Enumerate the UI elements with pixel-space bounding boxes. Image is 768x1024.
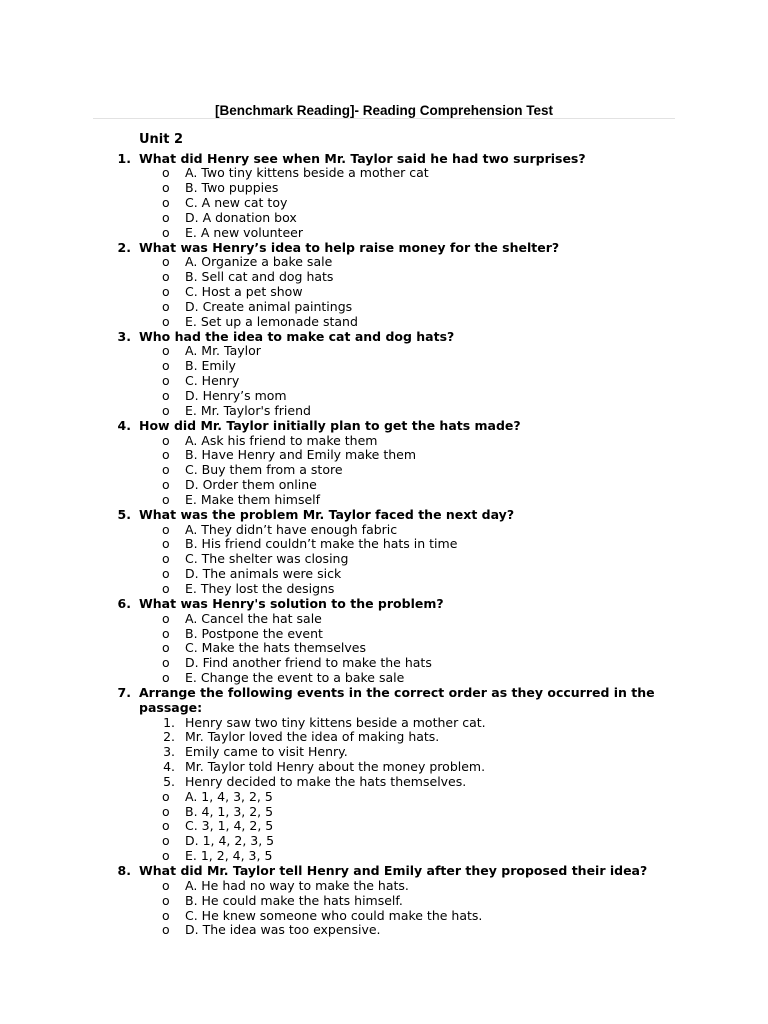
option-text: E. 1, 2, 4, 3, 5 <box>185 848 273 864</box>
bullet-marker: o <box>162 195 170 211</box>
bullet-marker: o <box>162 640 170 656</box>
event-text: Emily came to visit Henry. <box>185 744 348 760</box>
question-number: 4. <box>117 417 131 433</box>
answer-option <box>0 181 768 196</box>
option-text: B. Two puppies <box>185 180 279 196</box>
answer-option <box>0 923 768 938</box>
question-label: What was Henry's solution to the problem? <box>139 595 444 611</box>
answer-option <box>0 894 768 909</box>
question-block <box>0 152 768 241</box>
event-text: Henry decided to make the hats themselves. <box>185 773 467 789</box>
bullet-marker: o <box>162 180 170 196</box>
bullet-marker: o <box>162 892 170 908</box>
bullet-marker: o <box>162 284 170 300</box>
bullet-marker: o <box>162 358 170 374</box>
option-text: E. Mr. Taylor's friend <box>185 402 311 418</box>
bullet-marker: o <box>162 388 170 403</box>
answer-option <box>0 374 768 389</box>
question-block <box>0 508 768 597</box>
answer-option <box>0 537 768 552</box>
option-text: C. Make the hats themselves <box>185 640 366 656</box>
question-text <box>0 330 768 345</box>
event-number: 3. <box>163 744 175 760</box>
option-text: A. Organize a bake sale <box>185 254 333 270</box>
bullet-marker: o <box>162 343 170 359</box>
option-text: B. Emily <box>185 358 236 374</box>
bullet-marker: o <box>162 877 170 893</box>
answer-option <box>0 300 768 315</box>
bullet-marker: o <box>162 580 170 596</box>
bullet-marker: o <box>162 254 170 270</box>
event-text: Mr. Taylor told Henry about the money problem. <box>185 759 486 775</box>
bullet-marker: o <box>162 610 170 626</box>
question-label: What did Mr. Taylor tell Henry and Emily after they proposed their idea? <box>139 863 648 878</box>
option-text: D. Order them online <box>185 477 317 493</box>
bullet-marker: o <box>162 491 170 507</box>
answer-option <box>0 255 768 270</box>
answer-option <box>0 478 768 493</box>
event-item <box>0 775 768 790</box>
option-text: D. 1, 4, 2, 3, 5 <box>185 833 275 849</box>
question-block <box>0 597 768 686</box>
question-label: How did Mr. Taylor initially plan to get the hats made? <box>139 417 521 433</box>
answer-option <box>0 552 768 567</box>
question-text <box>0 152 768 167</box>
question-number: 7. <box>117 684 131 700</box>
option-text: C. A new cat toy <box>185 195 288 211</box>
question-label: Who had the idea to make cat and dog hats? <box>139 328 455 344</box>
question-list <box>0 152 768 939</box>
bullet-marker: o <box>162 833 170 849</box>
option-text: C. Henry <box>185 373 240 389</box>
bullet-marker: o <box>162 803 170 819</box>
option-text: D. Henry’s mom <box>185 388 287 403</box>
question-number: 8. <box>117 863 131 878</box>
question-label: Arrange the following events in the correct order as they occurred in the passage: <box>139 684 655 715</box>
option-text: B. Postpone the event <box>185 625 323 641</box>
question-block <box>0 419 768 508</box>
answer-option <box>0 523 768 538</box>
answer-option <box>0 270 768 285</box>
bullet-marker: o <box>162 269 170 285</box>
answer-option <box>0 404 768 419</box>
option-text: D. Create animal paintings <box>185 298 353 314</box>
event-number: 4. <box>163 759 175 775</box>
answer-option <box>0 641 768 656</box>
unit-heading: Unit 2 <box>139 132 184 147</box>
question-number: 1. <box>117 150 131 166</box>
question-block <box>0 864 768 938</box>
question-text <box>0 241 768 256</box>
question-block <box>0 686 768 864</box>
answer-option <box>0 909 768 924</box>
option-text: D. A donation box <box>185 209 297 225</box>
option-text: D. The idea was too expensive. <box>185 922 381 938</box>
bullet-marker: o <box>162 402 170 418</box>
option-text: B. 4, 1, 3, 2, 5 <box>185 803 274 819</box>
event-number: 2. <box>163 729 175 745</box>
bullet-marker: o <box>162 625 170 641</box>
option-text: A. He had no way to make the hats. <box>185 877 409 893</box>
answer-option <box>0 211 768 226</box>
question-number: 3. <box>117 328 131 344</box>
answer-option <box>0 463 768 478</box>
bullet-marker: o <box>162 922 170 938</box>
answer-option <box>0 834 768 849</box>
answer-option <box>0 389 768 404</box>
bullet-marker: o <box>162 298 170 314</box>
bullet-marker: o <box>162 551 170 567</box>
question-label: What was the problem Mr. Taylor faced the next day? <box>139 506 515 522</box>
option-text: C. Host a pet show <box>185 284 303 300</box>
question-number: 2. <box>117 239 131 255</box>
question-text <box>0 864 768 879</box>
answer-option <box>0 627 768 642</box>
answer-option <box>0 612 768 627</box>
bullet-marker: o <box>162 907 170 923</box>
option-text: D. The animals were sick <box>185 566 342 582</box>
question-number: 5. <box>117 506 131 522</box>
event-text: Mr. Taylor loved the idea of making hats. <box>185 729 440 745</box>
option-text: D. Find another friend to make the hats <box>185 655 432 671</box>
question-text <box>0 419 768 434</box>
question-label: What was Henry’s idea to help raise money for the shelter? <box>139 239 560 255</box>
bullet-marker: o <box>162 670 170 686</box>
event-item <box>0 760 768 775</box>
option-text: C. The shelter was closing <box>185 551 349 567</box>
question-label: What did Henry see when Mr. Taylor said he had two surprises? <box>139 150 586 166</box>
bullet-marker: o <box>162 566 170 582</box>
answer-option <box>0 849 768 864</box>
bullet-marker: o <box>162 447 170 463</box>
question-text <box>0 508 768 523</box>
bullet-marker: o <box>162 165 170 181</box>
event-number: 5. <box>163 773 175 789</box>
question-number: 6. <box>117 595 131 611</box>
answer-option <box>0 196 768 211</box>
answer-option <box>0 166 768 181</box>
option-text: E. Make them himself <box>185 491 321 507</box>
answer-option <box>0 819 768 834</box>
document-title: [Benchmark Reading]- Reading Comprehension Test <box>214 103 554 118</box>
bullet-marker: o <box>162 209 170 225</box>
bullet-marker: o <box>162 655 170 671</box>
option-text: E. They lost the designs <box>185 580 335 596</box>
answer-option <box>0 656 768 671</box>
question-block <box>0 241 768 330</box>
option-text: E. Change the event to a bake sale <box>185 670 405 686</box>
answer-option <box>0 344 768 359</box>
bullet-marker: o <box>162 313 170 329</box>
answer-option <box>0 448 768 463</box>
option-text: B. His friend couldn’t make the hats in time <box>185 536 458 552</box>
bullet-marker: o <box>162 373 170 389</box>
answer-option <box>0 226 768 241</box>
bullet-marker: o <box>162 818 170 834</box>
option-text: E. A new volunteer <box>185 224 303 240</box>
option-text: B. Have Henry and Emily make them <box>185 447 417 463</box>
option-text: E. Set up a lemonade stand <box>185 313 358 329</box>
answer-option <box>0 434 768 449</box>
answer-option <box>0 790 768 805</box>
answer-option <box>0 582 768 597</box>
option-text: B. He could make the hats himself. <box>185 892 403 908</box>
bullet-marker: o <box>162 432 170 448</box>
answer-option <box>0 359 768 374</box>
option-text: C. He knew someone who could make the hats. <box>185 907 483 923</box>
answer-option <box>0 567 768 582</box>
answer-option <box>0 879 768 894</box>
option-text: A. Ask his friend to make them <box>185 432 378 448</box>
question-text <box>0 686 768 716</box>
option-text: A. 1, 4, 3, 2, 5 <box>185 788 273 804</box>
question-block <box>0 330 768 419</box>
bullet-marker: o <box>162 848 170 864</box>
event-number: 1. <box>163 714 175 730</box>
event-item <box>0 716 768 731</box>
answer-option <box>0 671 768 686</box>
event-text: Henry saw two tiny kittens beside a mother cat. <box>185 714 486 730</box>
bullet-marker: o <box>162 536 170 552</box>
bullet-marker: o <box>162 477 170 493</box>
option-text: B. Sell cat and dog hats <box>185 269 334 285</box>
question-text <box>0 597 768 612</box>
option-text: C. 3, 1, 4, 2, 5 <box>185 818 274 834</box>
event-item <box>0 730 768 745</box>
option-text: C. Buy them from a store <box>185 462 343 478</box>
bullet-marker: o <box>162 521 170 537</box>
option-text: A. Two tiny kittens beside a mother cat <box>185 165 429 181</box>
title-rule <box>93 118 675 119</box>
option-text: A. Mr. Taylor <box>185 343 261 359</box>
answer-option <box>0 315 768 330</box>
option-text: A. Cancel the hat sale <box>185 610 322 626</box>
answer-option <box>0 805 768 820</box>
bullet-marker: o <box>162 224 170 240</box>
answer-option <box>0 285 768 300</box>
answer-option <box>0 493 768 508</box>
event-item <box>0 745 768 760</box>
bullet-marker: o <box>162 462 170 478</box>
option-text: A. They didn’t have enough fabric <box>185 521 398 537</box>
bullet-marker: o <box>162 788 170 804</box>
